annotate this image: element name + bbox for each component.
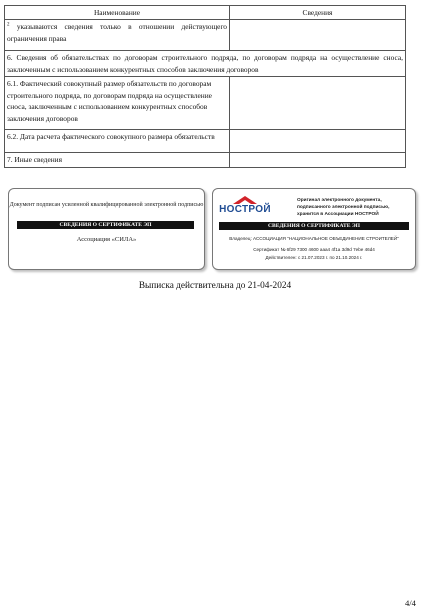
row-value [230,77,406,130]
page-number: 4/4 [405,598,416,608]
certificate-info-bar: СВЕДЕНИЯ О СЕРТИФИКАТЕ ЭП [17,221,194,229]
organization-name: Ассоциация «СИЛА» [76,236,137,243]
section-6-heading: 6. Сведения об обязательствах по договорам строительного подряда, по договорам подряда на осуществление сноса, заключенным с использованием конкурентных способов заключения договоров [5,51,406,77]
info-table [4,5,406,168]
certificate-info-bar: СВЕДЕНИЯ О СЕРТИФИКАТЕ ЭП [219,222,409,230]
table-row [5,20,406,51]
extract-validity-text: Выписка действительна до 21-04-2024 [138,281,292,291]
logo-flag-icon [233,196,257,204]
row-restriction-note [5,20,230,51]
signature-stamp-nostroy [212,188,416,270]
table-row [5,153,406,167]
row-value [230,130,406,153]
row-value [230,153,406,167]
row-6-1: 6.1. Фактический совокупный размер обязательств по договорам строительного подряда, по договорам подряда на осуществление сноса, заключенным с использованием конкурентных способов заключения договоров [5,77,230,130]
table-row [5,130,406,153]
header-name: Наименование [5,6,230,20]
header-info: Сведения [230,6,406,20]
signature-stamp-sila [8,188,205,270]
certificate-number: Сертификат № 6f29 7300 4600 aaa4 4f1a 3d9d 7ebe 46d4 [253,247,375,252]
row-text: указываются сведения только в отношении действующего ограничения права [7,22,227,43]
certificate-owner: Владелец: АССОЦИАЦИЯ "НАЦИОНАЛЬНОЕ ОБЪЕДИНЕНИЕ СТРОИТЕЛЕЙ" [229,236,399,241]
certificate-validity: Действителен: с 21.07.2023 г. по 21.10.2024 г. [265,255,363,260]
table-row [5,77,406,130]
row-7: 7. Иные сведения [5,153,230,167]
signed-note: Документ подписан усиленной квалифицированной электронной подписью [9,202,204,208]
logo-text: НОСТРОЙ [219,204,271,215]
row-6-2: 6.2. Дата расчета фактического совокупного размера обязательств [5,130,230,153]
original-storage-note: Оригинал электронного документа, подписанного электронной подписью, хранится в Ассоциации НОСТРОЙ [297,198,390,217]
table-row [5,51,406,77]
row-value [230,20,406,51]
table-header-row [5,6,406,20]
footnote-mark: 2 [7,23,10,28]
nostroy-logo [219,196,271,218]
